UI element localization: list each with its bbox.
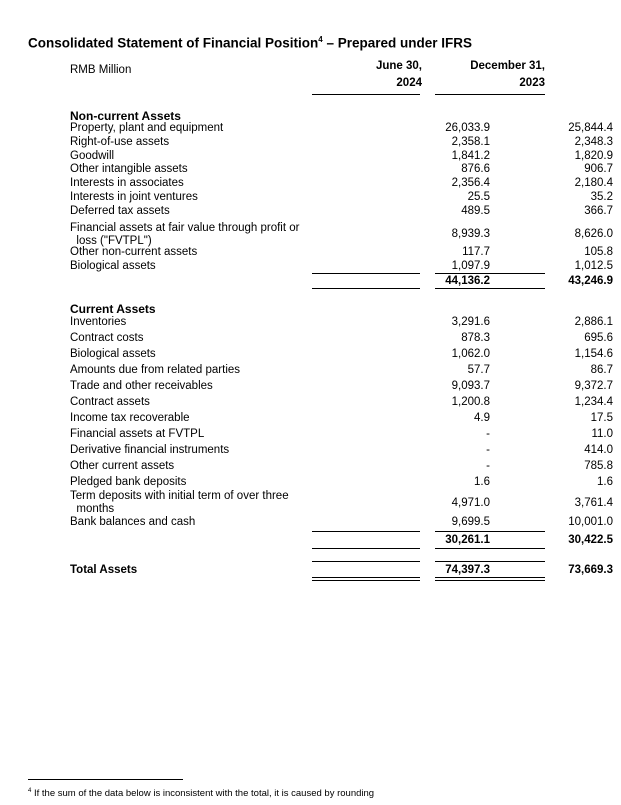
value-2024: 4.9 (474, 412, 490, 424)
value-2024: 8,939.3 (451, 228, 490, 240)
section-heading-current: Current Assets (70, 302, 156, 316)
row-label: Interests in associates (70, 177, 184, 189)
subtotal-rule (435, 273, 545, 274)
column-header-june-2024: June 30, 2024 (375, 60, 422, 89)
total-assets-top-rule (312, 561, 420, 562)
subtotal-2024: 44,136.2 (445, 275, 490, 287)
subtotal-2023: 43,246.9 (568, 275, 613, 287)
row-label: Term deposits with initial term of over three months (70, 490, 289, 515)
row-label: Trade and other receivables (70, 380, 213, 392)
row-label: Property, plant and equipment (70, 122, 224, 134)
row-label: Biological assets (70, 260, 156, 272)
total-rule (312, 288, 420, 289)
row-label: Pledged bank deposits (70, 476, 187, 488)
footnote-rule (28, 779, 183, 780)
value-2024: - (486, 428, 490, 440)
value-2023: 1,154.6 (574, 348, 613, 360)
total-rule (312, 548, 420, 549)
row-label: Inventories (70, 316, 127, 328)
value-2023: 1,234.4 (574, 396, 613, 408)
value-2023: 785.8 (584, 460, 613, 472)
value-2024: 2,358.1 (451, 136, 490, 148)
value-2024: 1,200.8 (451, 396, 490, 408)
total-assets-bottom-rule (435, 577, 545, 578)
value-2024: 489.5 (461, 205, 490, 217)
value-2023: 366.7 (584, 205, 613, 217)
value-2024: 9,093.7 (451, 380, 490, 392)
row-label: Income tax recoverable (70, 412, 190, 424)
value-2024: 26,033.9 (445, 122, 490, 134)
row-label: Other non-current assets (70, 246, 198, 258)
row-label: Goodwill (70, 150, 115, 162)
value-2024: 878.3 (461, 332, 490, 344)
row-label: Other intangible assets (70, 163, 188, 175)
total-rule (435, 288, 545, 289)
value-2024: 4,971.0 (451, 497, 490, 509)
row-label: Bank balances and cash (70, 516, 196, 528)
row-label-continuation: loss ("FVTPL") (70, 234, 152, 247)
section-heading-noncurrent: Non-current Assets (70, 109, 181, 123)
row-label-continuation: months (70, 502, 115, 515)
row-label: Financial assets at fair value through profit or loss ("FVTPL") (70, 222, 300, 247)
value-2023: 1,012.5 (574, 260, 613, 272)
value-2023: 17.5 (590, 412, 613, 424)
value-2023: 2,180.4 (574, 177, 613, 189)
value-2023: 8,626.0 (574, 228, 613, 240)
total-assets-double-rule (435, 580, 545, 581)
value-2023: 2,348.3 (574, 136, 613, 148)
row-label: Derivative financial instruments (70, 444, 230, 456)
value-2023: 695.6 (584, 332, 613, 344)
value-2024: 1.6 (474, 476, 490, 488)
subtotal-rule (312, 531, 420, 532)
row-label: Interests in joint ventures (70, 191, 198, 203)
value-2024: 1,062.0 (451, 348, 490, 360)
value-2023: 105.8 (584, 246, 613, 258)
value-2023: 1,820.9 (574, 150, 613, 162)
value-2024: 3,291.6 (451, 316, 490, 328)
row-label: Right-of-use assets (70, 136, 170, 148)
value-2023: 86.7 (590, 364, 613, 376)
row-label: Amounts due from related parties (70, 364, 241, 376)
value-2024: 1,841.2 (451, 150, 490, 162)
value-2023: 414.0 (584, 444, 613, 456)
value-2024: 57.7 (467, 364, 490, 376)
value-2024: 25.5 (467, 191, 490, 203)
subtotal-2023: 30,422.5 (568, 534, 613, 546)
value-2023: 9,372.7 (574, 380, 613, 392)
unit-label: RMB Million (70, 64, 132, 76)
row-label: Contract costs (70, 332, 144, 344)
value-2023: 35.2 (590, 191, 613, 203)
value-2024: 876.6 (461, 163, 490, 175)
value-2023: 1.6 (597, 476, 613, 488)
column-header-dec-2023: December 31, 2023 (470, 60, 545, 89)
value-2023: 25,844.4 (568, 122, 613, 134)
value-2023: 2,886.1 (574, 316, 613, 328)
total-assets-double-rule (312, 580, 420, 581)
total-assets-label: Total Assets (70, 564, 138, 576)
header-rule-1 (312, 94, 420, 95)
value-2023: 3,761.4 (574, 497, 613, 509)
value-2024: 9,699.5 (451, 516, 490, 528)
statement-title: Consolidated Statement of Financial Position$^4$ – Prepared under IFRS (28, 35, 473, 51)
value-2023: 10,001.0 (568, 516, 613, 528)
header-rule-2 (435, 94, 545, 95)
subtotal-rule (435, 531, 545, 532)
row-label: Deferred tax assets (70, 205, 170, 217)
subtotal-2024: 30,261.1 (445, 534, 490, 546)
value-2024: - (486, 460, 490, 472)
value-2023: 906.7 (584, 163, 613, 175)
total-assets-bottom-rule (312, 577, 420, 578)
total-assets-top-rule (435, 561, 545, 562)
value-2024: 2,356.4 (451, 177, 490, 189)
total-assets-2023: 73,669.3 (568, 564, 613, 576)
row-label: Biological assets (70, 348, 156, 360)
row-label: Other current assets (70, 460, 175, 472)
subtotal-rule (312, 273, 420, 274)
row-label: Contract assets (70, 396, 150, 408)
total-assets-2024: 74,397.3 (445, 564, 490, 576)
value-2024: 1,097.9 (451, 260, 490, 272)
footnote: $^4$ If the sum of the data below is inconsistent with the total, it is caused by rounding (28, 788, 375, 800)
value-2024: 117.7 (462, 246, 490, 258)
value-2023: 11.0 (591, 428, 613, 440)
row-label: Financial assets at FVTPL (70, 428, 205, 440)
value-2024: - (486, 444, 490, 456)
total-rule (435, 548, 545, 549)
